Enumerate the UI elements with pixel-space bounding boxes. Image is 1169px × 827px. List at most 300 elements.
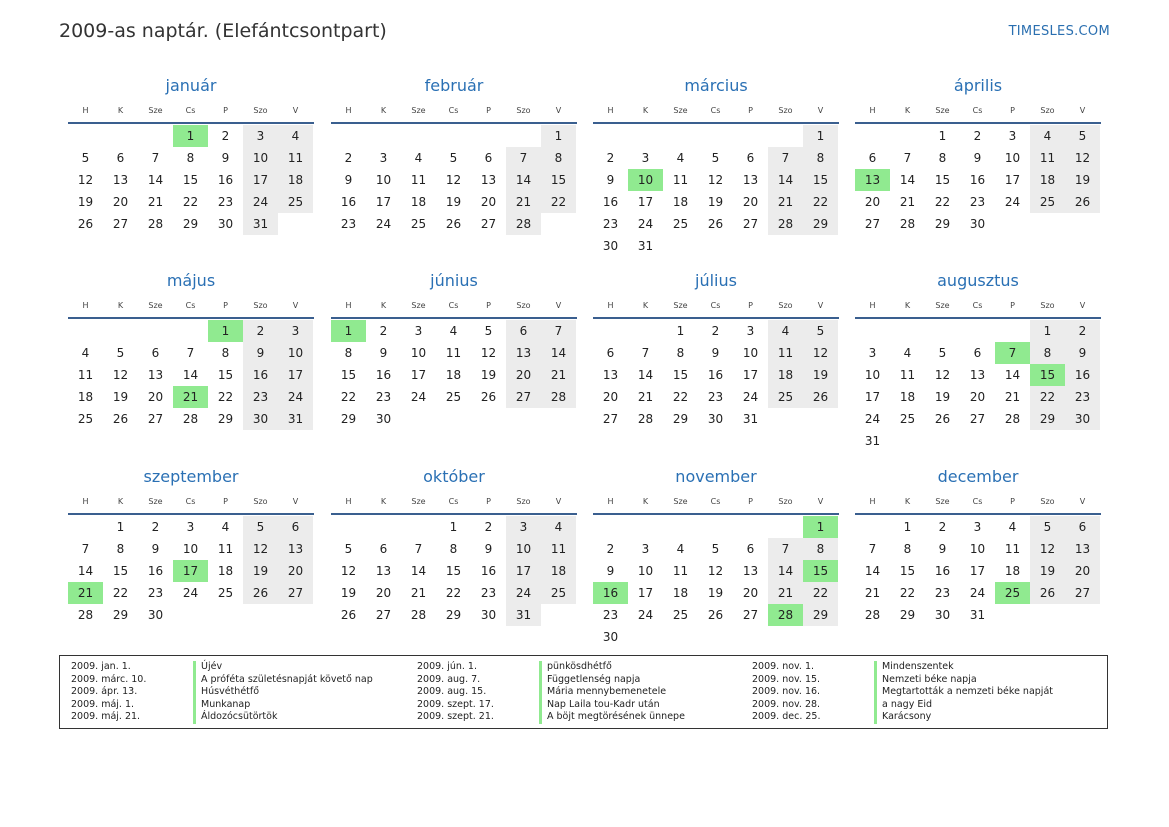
- weekday-header: Sze: [148, 300, 163, 310]
- day-cell: 5: [803, 320, 838, 342]
- day-cell: 23: [217, 195, 234, 209]
- day-cell: 24: [375, 217, 392, 231]
- day-cell: 2: [606, 542, 615, 556]
- legend-date: 2009. jan. 1.: [71, 661, 131, 672]
- month-block: [593, 72, 839, 257]
- day-cell: 12: [707, 173, 724, 187]
- day-cell: 30: [969, 217, 986, 231]
- day-cell: 26: [803, 386, 838, 408]
- day-cell: 10: [506, 538, 541, 560]
- legend-date: 2009. nov. 16.: [752, 686, 821, 698]
- day-cell: 17: [243, 169, 278, 191]
- weekday-header: K: [642, 300, 649, 310]
- weekday-header: K: [904, 105, 911, 115]
- day-cell: 13: [742, 564, 759, 578]
- legend-holiday-name: Húsvéthétfő: [193, 686, 259, 699]
- weekday-header: H: [345, 300, 352, 310]
- weekday-header: Sze: [411, 105, 426, 115]
- day-cell: 12: [445, 173, 462, 187]
- day-cell: 21: [541, 364, 576, 386]
- day-cell: 9: [151, 542, 160, 556]
- day-cell: 16: [602, 195, 619, 209]
- legend-date: 2009. máj. 21.: [71, 711, 141, 723]
- day-cell: 18: [278, 169, 313, 191]
- day-cell: 10: [969, 542, 986, 556]
- weekday-header: P: [223, 496, 228, 506]
- day-cell: 22: [899, 586, 916, 600]
- day-cell: 11: [672, 173, 689, 187]
- weekday-header: Sze: [148, 105, 163, 115]
- day-cell: 14: [1004, 368, 1021, 382]
- weekday-header: V: [817, 300, 824, 310]
- day-cell: 27: [742, 608, 759, 622]
- day-cell: 26: [1065, 191, 1100, 213]
- day-cell: 23: [602, 217, 619, 231]
- day-cell: 1: [449, 520, 458, 534]
- day-cell: 19: [1065, 169, 1100, 191]
- legend-column: [71, 661, 373, 724]
- day-cell: 8: [903, 542, 912, 556]
- day-cell: 19: [445, 195, 462, 209]
- day-cell: 13: [480, 173, 497, 187]
- day-cell: 6: [746, 151, 755, 165]
- weekday-header: H: [607, 105, 614, 115]
- weekday-header: Szo: [516, 105, 531, 115]
- day-cell: 3: [746, 324, 755, 338]
- weekday-header: Sze: [673, 300, 688, 310]
- day-cell: 15: [217, 368, 234, 382]
- day-cell: 29: [340, 412, 357, 426]
- day-cell: 28: [410, 608, 427, 622]
- day-cell: 27: [742, 217, 759, 231]
- legend-row: [71, 661, 373, 674]
- day-cell: 25: [768, 386, 803, 408]
- day-cell: 20: [112, 195, 129, 209]
- day-cell: 5: [1030, 516, 1065, 538]
- day-cell: 2: [606, 151, 615, 165]
- day-cell: 14: [410, 564, 427, 578]
- weekday-header: H: [345, 496, 352, 506]
- day-cell: 25: [1030, 191, 1065, 213]
- day-cell: 31: [637, 239, 654, 253]
- legend-row: [71, 711, 373, 724]
- legend-row: [752, 711, 1053, 724]
- weekday-header: Szo: [253, 300, 268, 310]
- day-cell: 7: [768, 147, 803, 169]
- day-cell: 15: [182, 173, 199, 187]
- weekday-header-row: [855, 100, 1101, 120]
- day-cell: 14: [147, 173, 164, 187]
- day-cell: 3: [278, 320, 313, 342]
- weekday-header: Szo: [253, 496, 268, 506]
- day-cell: 22: [803, 191, 838, 213]
- site-link[interactable]: TIMESLES.COM: [1008, 24, 1110, 39]
- weekday-header: H: [607, 300, 614, 310]
- day-cell: 24: [182, 586, 199, 600]
- day-cell: 24: [243, 191, 278, 213]
- month-divider: [331, 122, 577, 124]
- weekday-header-row: [68, 100, 314, 120]
- day-cell: 7: [868, 542, 877, 556]
- day-cell: 19: [243, 560, 278, 582]
- day-cell: 9: [606, 173, 615, 187]
- day-cell: 13: [112, 173, 129, 187]
- day-cell: 20: [506, 364, 541, 386]
- day-cell: 19: [340, 586, 357, 600]
- month-block: [593, 463, 839, 648]
- weekday-header: H: [82, 105, 89, 115]
- weekday-header: H: [869, 496, 876, 506]
- day-cell: 19: [803, 364, 838, 386]
- legend-holiday-name: pünkösdhétfő: [539, 661, 612, 674]
- day-cell: 15: [672, 368, 689, 382]
- weekday-header: Cs: [710, 105, 721, 115]
- day-cell: 16: [934, 564, 951, 578]
- weekday-header: Cs: [448, 105, 459, 115]
- weekday-header: V: [817, 105, 824, 115]
- day-cell: 18: [672, 195, 689, 209]
- weekday-header-row: [331, 295, 577, 315]
- day-cell: 19: [934, 390, 951, 404]
- month-divider: [593, 122, 839, 124]
- day-cell: 25: [672, 608, 689, 622]
- weekday-header: Sze: [673, 496, 688, 506]
- legend-row: [71, 674, 373, 687]
- weekday-header: H: [869, 105, 876, 115]
- day-cell: 23: [707, 390, 724, 404]
- weekday-header: P: [223, 300, 228, 310]
- legend-date: 2009. nov. 15.: [752, 673, 821, 685]
- day-cell: 30: [602, 630, 619, 644]
- day-grid: [855, 125, 1101, 235]
- day-cell: 18: [217, 564, 234, 578]
- legend-row: [752, 661, 1053, 674]
- day-cell: 13: [147, 368, 164, 382]
- day-cell: 4: [221, 520, 230, 534]
- day-cell: 22: [182, 195, 199, 209]
- day-cell: 9: [379, 346, 388, 360]
- weekday-header: Sze: [148, 496, 163, 506]
- day-cell: 21: [1004, 390, 1021, 404]
- day-cell: 26: [445, 217, 462, 231]
- day-cell: 14: [768, 169, 803, 191]
- day-cell: 11: [672, 564, 689, 578]
- day-cell: 29: [672, 412, 689, 426]
- month-block: [331, 267, 577, 430]
- day-cell: 28: [1004, 412, 1021, 426]
- day-cell: 16: [480, 564, 497, 578]
- legend-holiday-name: Karácsony: [874, 711, 931, 724]
- day-cell: 30: [602, 239, 619, 253]
- day-cell: 24: [864, 412, 881, 426]
- day-cell: 31: [243, 213, 278, 235]
- holiday-day-cell: 21: [173, 386, 208, 408]
- day-cell: 14: [899, 173, 916, 187]
- day-cell: 15: [899, 564, 916, 578]
- day-cell: 5: [1065, 125, 1100, 147]
- day-cell: 17: [506, 560, 541, 582]
- month-divider: [331, 513, 577, 515]
- day-cell: 19: [707, 586, 724, 600]
- day-cell: 21: [147, 195, 164, 209]
- day-cell: 11: [768, 342, 803, 364]
- day-cell: 3: [1008, 129, 1017, 143]
- day-cell: 28: [182, 412, 199, 426]
- month-block: [331, 72, 577, 235]
- day-cell: 27: [506, 386, 541, 408]
- day-cell: 18: [410, 195, 427, 209]
- month-name: augusztus: [937, 271, 1019, 290]
- day-cell: 11: [217, 542, 234, 556]
- day-cell: 5: [116, 346, 125, 360]
- legend-row: [417, 661, 685, 674]
- legend-holiday-name: Újév: [193, 661, 222, 674]
- month-name: november: [675, 467, 757, 486]
- day-cell: 7: [641, 346, 650, 360]
- day-cell: 28: [864, 608, 881, 622]
- day-cell: 10: [637, 564, 654, 578]
- day-cell: 20: [864, 195, 881, 209]
- legend-date: 2009. márc. 10.: [71, 673, 147, 685]
- day-cell: 5: [81, 151, 90, 165]
- day-cell: 7: [414, 542, 423, 556]
- day-cell: 25: [217, 586, 234, 600]
- legend-row: [417, 686, 685, 699]
- day-cell: 27: [112, 217, 129, 231]
- weekday-header: P: [1010, 496, 1015, 506]
- weekday-header: V: [292, 105, 299, 115]
- month-name: december: [937, 467, 1019, 486]
- day-cell: 1: [541, 125, 576, 147]
- day-cell: 5: [449, 151, 458, 165]
- day-cell: 29: [445, 608, 462, 622]
- day-cell: 8: [116, 542, 125, 556]
- day-cell: 20: [375, 586, 392, 600]
- day-cell: 10: [864, 368, 881, 382]
- day-cell: 7: [151, 151, 160, 165]
- day-cell: 4: [81, 346, 90, 360]
- day-cell: 12: [1065, 147, 1100, 169]
- day-cell: 28: [77, 608, 94, 622]
- weekday-header: P: [1010, 105, 1015, 115]
- day-cell: 3: [868, 346, 877, 360]
- day-cell: 6: [379, 542, 388, 556]
- day-cell: 7: [81, 542, 90, 556]
- day-cell: 17: [375, 195, 392, 209]
- day-cell: 21: [768, 191, 803, 213]
- legend-holiday-name: Nemzeti béke napja: [874, 674, 977, 687]
- day-cell: 30: [217, 217, 234, 231]
- day-cell: 8: [221, 346, 230, 360]
- day-cell: 14: [182, 368, 199, 382]
- weekday-header: Sze: [673, 105, 688, 115]
- legend-row: [71, 699, 373, 712]
- day-cell: 24: [1004, 195, 1021, 209]
- day-cell: 29: [1030, 408, 1065, 430]
- day-cell: 24: [410, 390, 427, 404]
- month-divider: [331, 317, 577, 319]
- day-cell: 23: [602, 608, 619, 622]
- holiday-day-cell: 15: [803, 560, 838, 582]
- day-cell: 29: [217, 412, 234, 426]
- day-cell: 19: [112, 390, 129, 404]
- holiday-day-cell: 10: [628, 169, 663, 191]
- weekday-header: K: [380, 496, 387, 506]
- day-cell: 8: [541, 147, 576, 169]
- legend-date: 2009. szept. 17.: [417, 698, 494, 710]
- day-cell: 9: [938, 542, 947, 556]
- day-cell: 18: [77, 390, 94, 404]
- day-cell: 15: [541, 169, 576, 191]
- legend-row: [752, 699, 1053, 712]
- day-cell: 27: [969, 412, 986, 426]
- day-cell: 17: [1004, 173, 1021, 187]
- weekday-header-row: [855, 295, 1101, 315]
- day-cell: 29: [899, 608, 916, 622]
- day-cell: 14: [864, 564, 881, 578]
- legend-date: 2009. máj. 1.: [71, 698, 135, 710]
- day-cell: 14: [77, 564, 94, 578]
- weekday-header: K: [117, 496, 124, 506]
- day-cell: 1: [116, 520, 125, 534]
- day-cell: 2: [711, 324, 720, 338]
- day-cell: 14: [541, 342, 576, 364]
- month-block: [68, 72, 314, 235]
- legend-holiday-name: Mindenszentek: [874, 661, 954, 674]
- day-cell: 7: [541, 320, 576, 342]
- day-cell: 13: [602, 368, 619, 382]
- day-cell: 5: [938, 346, 947, 360]
- day-cell: 31: [742, 412, 759, 426]
- day-cell: 4: [768, 320, 803, 342]
- day-cell: 26: [707, 217, 724, 231]
- day-cell: 25: [278, 191, 313, 213]
- legend-row: [417, 711, 685, 724]
- day-cell: 9: [484, 542, 493, 556]
- day-cell: 22: [1030, 386, 1065, 408]
- day-cell: 22: [112, 586, 129, 600]
- weekday-header: K: [642, 105, 649, 115]
- day-cell: 12: [112, 368, 129, 382]
- day-cell: 26: [243, 582, 278, 604]
- day-cell: 27: [278, 582, 313, 604]
- legend-date: 2009. dec. 25.: [752, 711, 821, 723]
- holiday-day-cell: 17: [173, 560, 208, 582]
- weekday-header-row: [331, 100, 577, 120]
- day-cell: 11: [541, 538, 576, 560]
- day-cell: 14: [637, 368, 654, 382]
- day-cell: 9: [221, 151, 230, 165]
- weekday-header: Sze: [935, 300, 950, 310]
- month-name: január: [165, 76, 217, 95]
- day-cell: 11: [77, 368, 94, 382]
- weekday-header: P: [748, 496, 753, 506]
- day-cell: 5: [243, 516, 278, 538]
- day-cell: 25: [899, 412, 916, 426]
- day-cell: 11: [445, 346, 462, 360]
- day-cell: 19: [77, 195, 94, 209]
- day-cell: 31: [969, 608, 986, 622]
- day-cell: 12: [934, 368, 951, 382]
- day-cell: 29: [112, 608, 129, 622]
- legend-holiday-name: a nagy Eid: [874, 699, 932, 712]
- day-cell: 22: [803, 582, 838, 604]
- day-cell: 11: [1004, 542, 1021, 556]
- day-cell: 28: [768, 213, 803, 235]
- day-cell: 16: [243, 364, 278, 386]
- day-cell: 6: [484, 151, 493, 165]
- weekday-header: Szo: [1040, 105, 1055, 115]
- day-cell: 13: [278, 538, 313, 560]
- day-cell: 24: [742, 390, 759, 404]
- month-block: [593, 267, 839, 430]
- weekday-header: Sze: [935, 105, 950, 115]
- day-cell: 29: [182, 217, 199, 231]
- day-cell: 23: [480, 586, 497, 600]
- day-cell: 19: [480, 368, 497, 382]
- day-cell: 2: [973, 129, 982, 143]
- legend-holiday-name: Munkanap: [193, 699, 250, 712]
- day-cell: 2: [938, 520, 947, 534]
- day-cell: 12: [243, 538, 278, 560]
- weekday-header-row: [855, 491, 1101, 511]
- day-cell: 24: [278, 386, 313, 408]
- day-cell: 29: [803, 604, 838, 626]
- day-cell: 21: [768, 582, 803, 604]
- month-name: október: [423, 467, 485, 486]
- day-cell: 9: [711, 346, 720, 360]
- legend-date: 2009. nov. 28.: [752, 698, 821, 710]
- day-cell: 31: [506, 604, 541, 626]
- day-cell: 27: [375, 608, 392, 622]
- day-cell: 30: [707, 412, 724, 426]
- day-cell: 24: [506, 582, 541, 604]
- day-cell: 20: [602, 390, 619, 404]
- month-divider: [593, 513, 839, 515]
- weekday-header: V: [1079, 300, 1086, 310]
- day-cell: 23: [147, 586, 164, 600]
- day-cell: 22: [445, 586, 462, 600]
- day-grid: [68, 516, 314, 626]
- day-cell: 8: [1030, 342, 1065, 364]
- legend-date: 2009. aug. 15.: [417, 686, 487, 698]
- legend-date: 2009. szept. 21.: [417, 711, 494, 723]
- weekday-header: K: [380, 300, 387, 310]
- weekday-header: K: [904, 300, 911, 310]
- day-cell: 20: [742, 586, 759, 600]
- day-cell: 22: [340, 390, 357, 404]
- day-cell: 4: [1008, 520, 1017, 534]
- page-title: 2009-as naptár. (Elefántcsontpart): [59, 20, 387, 42]
- day-cell: 18: [899, 390, 916, 404]
- day-cell: 30: [375, 412, 392, 426]
- holiday-day-cell: 28: [768, 604, 803, 626]
- day-cell: 21: [410, 586, 427, 600]
- weekday-header: P: [486, 105, 491, 115]
- day-grid: [593, 125, 839, 257]
- day-cell: 5: [711, 151, 720, 165]
- day-cell: 17: [637, 195, 654, 209]
- weekday-header: Szo: [778, 105, 793, 115]
- day-grid: [331, 125, 577, 235]
- legend-column: [752, 661, 1053, 724]
- day-cell: 30: [480, 608, 497, 622]
- day-cell: 7: [186, 346, 195, 360]
- weekday-header: P: [748, 105, 753, 115]
- month-divider: [68, 122, 314, 124]
- day-cell: 10: [410, 346, 427, 360]
- weekday-header-row: [68, 491, 314, 511]
